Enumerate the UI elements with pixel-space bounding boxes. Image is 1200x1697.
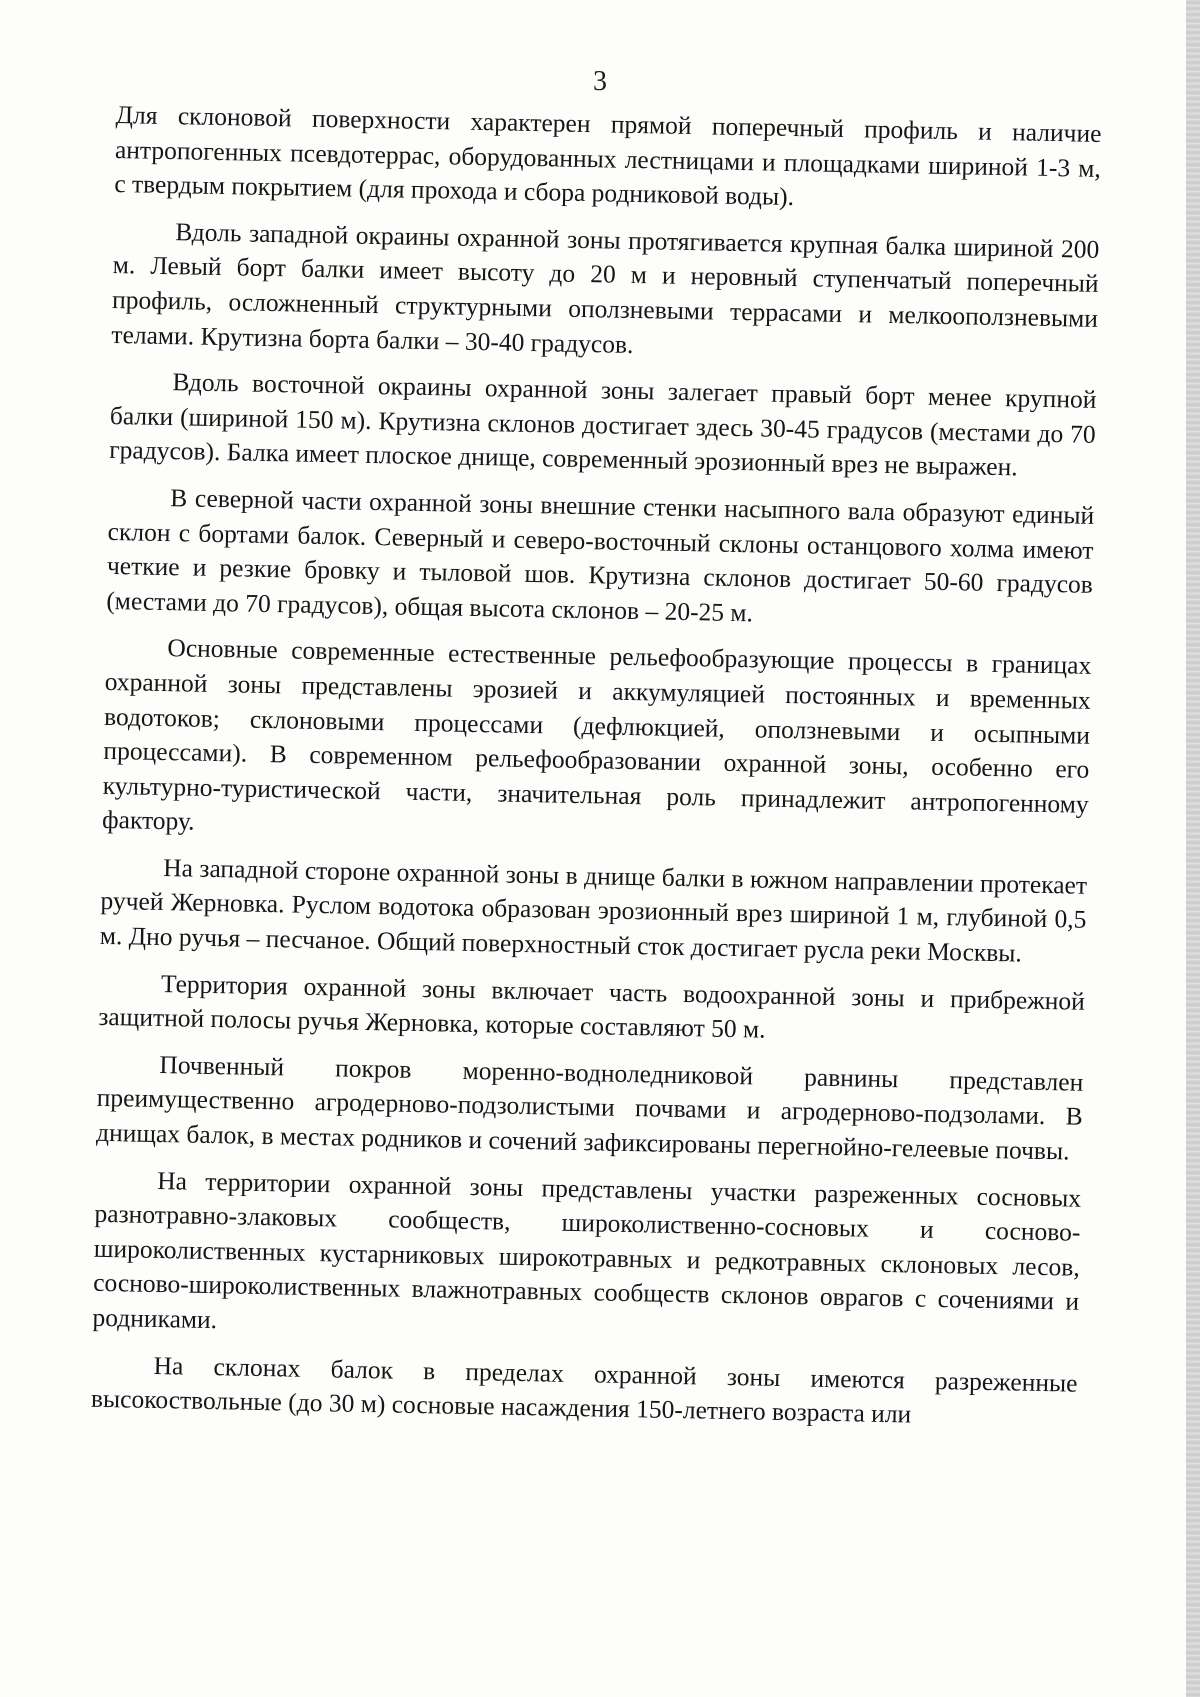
paragraph-relief-processes: Основные современные естественные рельефообразующие процессы в границах охранной зоны представлены эрозией и аккумуляцией постоянных и временных водотоков; склоновыми процессами (дефлюкцией, оползневыми и осыпными процессами). В современном рельефообразовании охранной зоны, особенно его культурно-туристической части, значительная роль принадлежит антропогенному фактору. (101, 633, 1092, 836)
paragraph-slope-surface: Для склоновой поверхности характерен прямой поперечный профиль и наличие антропогенных псевдотеррас, оборудованных лестницами и площадками шириной 1-3 м, с твердым покрытием (для прохода и сбора родниковой воды). (114, 99, 1102, 212)
document-body (90, 98, 1101, 1447)
page-number: 3 (593, 66, 607, 97)
paragraph-northern-part: В северной части охранной зоны внешние стенки насыпного вала образуют единый склон с бортами балок. Северный и северо-восточный склоны останцового холма имеют четкие и резкие бровку и тыловой шов. Крутизна склонов достигает 50-60 градусов (местами до 70 градусов), общая высота склонов – 20-25 м. (106, 483, 1095, 628)
paragraph-soil-cover: Почвенный покров моренно-водноледниковой равнины представлен преимущественно агродерново-подзолистыми почвами и агродерново-подзолами. В днищах балок, в местах родников и сочений зафиксированы перегнойно-гелеевые почвы. (95, 1049, 1084, 1166)
paragraph-western-ravine: Вдоль западной окраины охранной зоны протягивается крупная балка шириной 200 м. Левый борт балки имеет высоту до 20 м и неровный ступенчатый поперечный профиль, осложненный структурными оползневыми террасами и мелкооползневыми телами. Крутизна борта балки – 30-40 градусов. (111, 216, 1100, 359)
paragraph-pine-stands: На склонах балок в пределах охранной зоны имеются разреженные высокоствольные (до 30 м) сосновые насаждения 150-летнего возраста или (90, 1350, 1078, 1429)
paragraph-eastern-ravine: Вдоль восточной окраины охранной зоны залегает правый борт менее крупной балки (шириной 150 м). Крутизна склонов достигает здесь 30-45 градусов (местами до 70 градусов). Балка имеет плоское днище, современный эрозионный врез не выражен. (108, 367, 1097, 482)
paragraph-vegetation-communities: На территории охранной зоны представлены участки разреженных сосновых разнотравно-злаковых сообществ, широколиственно-сосновых и сосново-широколиственных кустарниковых широкотравных и редкотравных склоновых лесов, сосново-широколиственных влажнотравных сообществ склонов оврагов с сочениями и родниками. (92, 1165, 1082, 1335)
paragraph-water-protection-zone: Территория охранной зоны включает часть водоохранной зоны и прибрежной защитной полосы ручья Жерновка, которые составляют 50 м. (98, 968, 1086, 1044)
paragraph-zhernovka-stream: На западной стороне охранной зоны в днище балки в южном направлении протекает ручей Жерновка. Руслом водотока образован эрозионный врез шириной 1 м, глубиной 0,5 м. Дно ручья – песчаное. Общий поверхностный сток достигает русла реки Москвы. (99, 852, 1088, 968)
scan-edge (1186, 0, 1200, 1697)
